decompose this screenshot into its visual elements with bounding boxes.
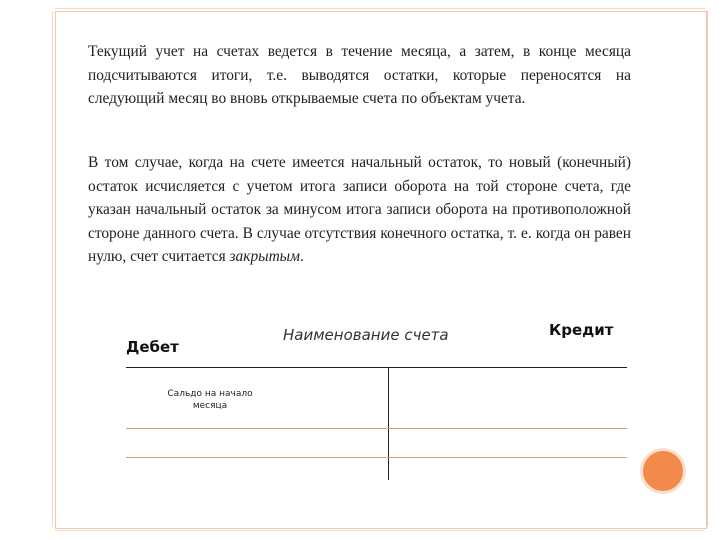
- frame-right-line: [707, 11, 708, 527]
- account-name-label: Наименование счета: [283, 326, 449, 344]
- frame-bottom-line: [55, 530, 705, 531]
- frame-top-line: [55, 8, 705, 9]
- opening-balance-label: Сальдо на начало месяца: [167, 389, 253, 411]
- paragraph-2-main: В том случае, когда на счете имеется начальный остаток, то новый (конечный) остаток исчисляется с учетом итога записи оборота на той стороне счета, где указан начальный остаток за минусом итога записи оборота на противоположной стороне данного счета. В случае отсутствия конечного остатка, т. е. когда он равен нулю, счет считается: [88, 154, 631, 265]
- paragraph-2: [88, 151, 631, 269]
- credit-label: Кредит: [549, 321, 614, 339]
- paragraph-2-text: [88, 151, 631, 269]
- paragraph-1-text: Текущий учет на счетах ведется в течение месяца, а затем, в конце месяца подсчитываются итоги, т.е. выводятся остатки, которые переносятся на следующий месяц во вновь открываемые счета по объектам учета.: [88, 43, 631, 107]
- frame-left-line: [52, 11, 53, 527]
- t-account-row-line-1: [126, 428, 627, 429]
- paragraph-2-end: .: [299, 248, 304, 265]
- decorative-circle: [640, 448, 686, 494]
- paragraph-1: [88, 40, 631, 111]
- t-account-top-line: [126, 367, 627, 368]
- t-account-row-line-2: [126, 457, 627, 458]
- paragraph-2-italic-term: закрытым: [229, 248, 300, 265]
- t-account-divider: [388, 367, 389, 480]
- debit-label: Дебет: [126, 338, 179, 356]
